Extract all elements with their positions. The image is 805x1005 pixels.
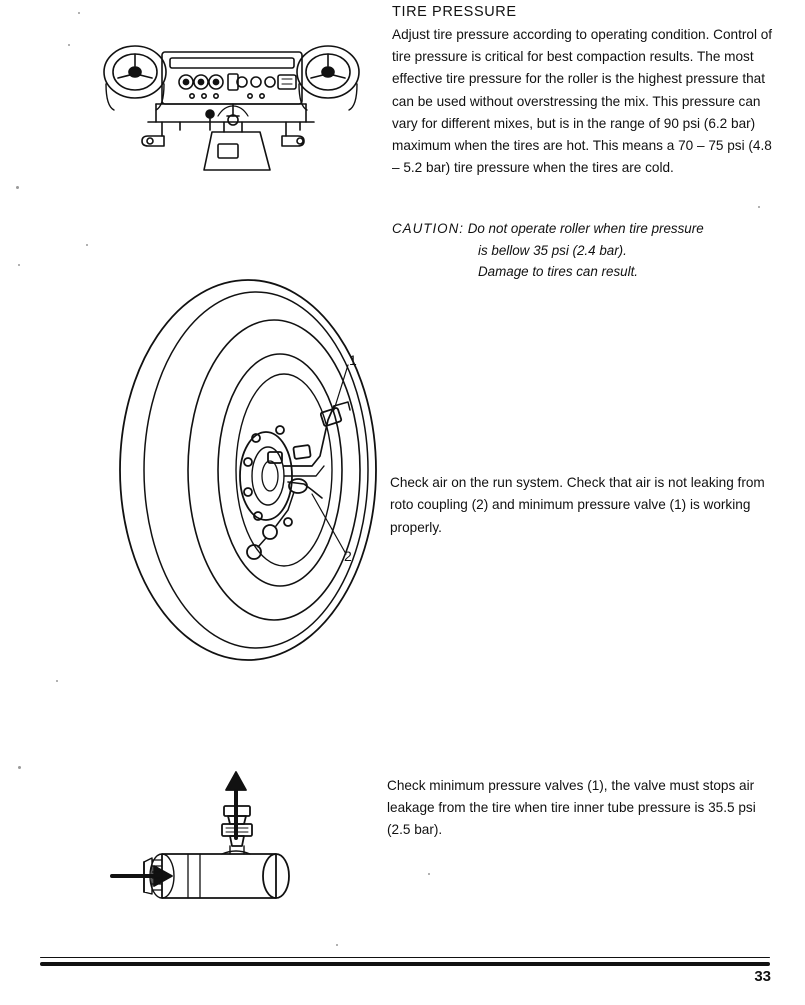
footer-divider-thin <box>40 957 770 958</box>
scan-speck <box>16 186 19 189</box>
scan-speck <box>428 873 430 875</box>
scan-speck <box>18 264 20 266</box>
page-number: 33 <box>754 968 771 985</box>
callout-label-1: 1 <box>349 352 357 368</box>
caution-line-3: Damage to tires can result. <box>478 264 639 279</box>
scan-speck <box>68 44 70 46</box>
caution-label: CAUTION: <box>392 221 464 236</box>
pressure-valve-diagram <box>104 760 354 915</box>
scan-speck <box>18 766 21 769</box>
caution-block <box>392 218 782 283</box>
scan-speck <box>758 206 760 208</box>
caution-line-1: Do not operate roller when tire pressure <box>467 221 704 236</box>
roller-machine-diagram <box>100 44 370 179</box>
page-title: TIRE PRESSURE <box>392 4 517 20</box>
scan-speck <box>336 944 338 946</box>
caution-line-2: is bellow 35 psi (2.4 bar). <box>478 242 627 258</box>
bottom-paragraph: Check minimum pressure valves (1), the valve must stops air leakage from the tire when tire inner tube pressure is 35.5 psi (2.5 bar). <box>387 778 756 838</box>
footer-divider <box>40 962 770 966</box>
tire-wheel-diagram <box>98 270 398 695</box>
scan-speck <box>86 244 88 246</box>
scan-speck <box>56 680 58 682</box>
intro-paragraph: Adjust tire pressure according to operating condition. Control of tire pressure is critical for best compaction results. The most effective tire pressure for the roller is the highest pressure that can be used without overstressing the mix. This pressure can vary for different mixes, but is in the range of 90 psi (6.2 bar) maximum when the tires are hot. This means a 70 – 75 psi (4.8 – 5.2 bar) tire pressure when the tires are cold. <box>392 27 773 176</box>
scan-speck <box>78 12 80 14</box>
middle-paragraph: Check air on the run system. Check that air is not leaking from roto coupling (2) and minimum pressure valve (1) is working properly. <box>390 475 765 535</box>
callout-label-2: 2 <box>344 548 352 564</box>
